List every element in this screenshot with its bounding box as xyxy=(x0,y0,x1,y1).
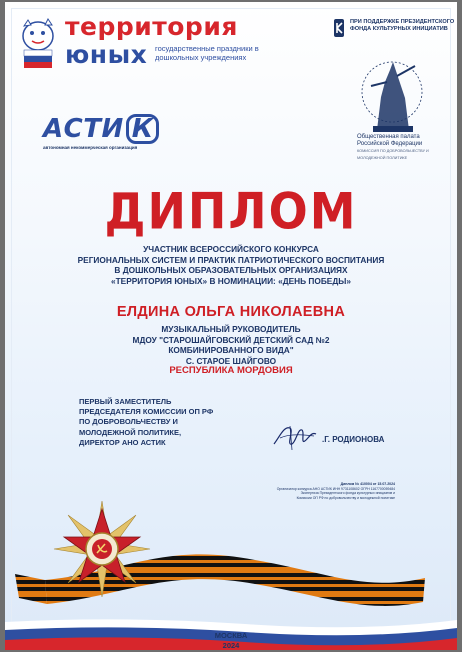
organizer-note-line: Организатор конкурса АНО АСТИК ИНН 9731108602 ОГРН 1167700059484 xyxy=(276,487,395,491)
detail-line: С. СТАРОЕ ШАЙГОВО xyxy=(185,355,277,366)
brand-name-line1: территория xyxy=(65,12,238,41)
region-name: РЕСПУБЛИКА МОРДОВИЯ xyxy=(169,365,293,376)
diploma-title: ДИПЛОМ xyxy=(104,181,358,241)
mascot-logo-icon xyxy=(15,12,61,72)
public-chamber-commission: КОМИССИЯ ПО ДОБРОВОЛЬЧЕСТВУ И МОЛОДЕЖНОЙ ПОЛИТИКЕ xyxy=(357,149,429,160)
organizer-note-line: Комиссии ОП РФ по добровольчеству и молодежной политике xyxy=(296,495,395,500)
public-chamber-name: Общественная палата Российской Федерации xyxy=(357,134,423,147)
presidential-fund-text: ПРИ ПОДДЕРЖКЕ ПРЕЗИДЕНТСКОГО ФОНДА КУЛЬТУРНЫХ ИНИЦИАТИВ xyxy=(350,19,455,32)
astik-logo-text: АСТИ xyxy=(43,114,124,144)
public-chamber-monument-icon xyxy=(357,52,427,134)
nomination-line: РЕГИОНАЛЬНЫХ СИСТЕМ И ПРАКТИК ПАТРИОТИЧЕСКОГО ВОСПИТАНИЯ xyxy=(77,254,385,265)
year: 2024 xyxy=(222,641,240,650)
position-line: ПЕРВЫЙ ЗАМЕСТИТЕЛЬ xyxy=(79,397,172,406)
position-line: МОЛОДЕЖНОЙ ПОЛИТИКЕ, xyxy=(79,427,182,437)
position-line: ДИРЕКТОР АНО АСТИК xyxy=(79,437,166,447)
nomination-line: В ДОШКОЛЬНЫХ ОБРАЗОВАТЕЛЬНЫХ ОРГАНИЗАЦИЯХ xyxy=(114,265,348,275)
nomination-text xyxy=(45,244,417,286)
diploma-number: Диплом № 410004 от 15.07.2024 xyxy=(340,482,395,486)
winner-details xyxy=(65,324,397,366)
winner-name: ЕЛДИНА ОЛЬГА НИКОЛАЕВНА xyxy=(116,304,346,320)
detail-line: МУЗЫКАЛЬНЫЙ РУКОВОДИТЕЛЬ xyxy=(161,324,301,334)
nomination-line: «ТЕРРИТОРИЯ ЮНЫХ» В НОМИНАЦИИ: «ДЕНЬ ПОБЕДЫ» xyxy=(111,275,351,286)
diploma-page xyxy=(5,2,457,650)
position-line: ПРЕДСЕДАТЕЛЯ КОМИССИИ ОП РФ xyxy=(79,407,214,417)
astik-logo xyxy=(43,114,159,144)
public-chamber-text xyxy=(357,134,452,162)
brand-name-line2: юных xyxy=(65,40,148,69)
organizer-note-line: Экспертиза Президентского фонда культурных инициатив и xyxy=(300,491,395,496)
order-of-patriotic-war-icon xyxy=(52,499,152,599)
nomination-line: УЧАСТНИК ВСЕРОССИЙСКОГО КОНКУРСА xyxy=(143,244,319,254)
detail-line: КОМБИНИРОВАННОГО ВИДА" xyxy=(168,345,294,355)
astik-subtitle: автономная некоммерческая организация xyxy=(43,145,138,150)
signatory-name: .Г. РОДИОНОВА xyxy=(322,435,385,444)
position-line: ПО ДОБРОВОЛЬЧЕСТВУ И xyxy=(79,417,178,427)
astik-logo-k: К xyxy=(126,114,160,144)
city: МОСКВА xyxy=(214,631,248,640)
organizer-note xyxy=(250,487,395,500)
detail-line: МДОУ "СТАРОШАЙГОВСКИЙ ДЕТСКИЙ САД №2 xyxy=(132,334,330,345)
presidential-fund-logo-icon xyxy=(333,18,345,38)
signatory-position xyxy=(79,397,229,448)
brand-tagline: государственные праздники в дошкольных учреждениях xyxy=(155,44,259,62)
signature-icon xyxy=(270,422,320,452)
